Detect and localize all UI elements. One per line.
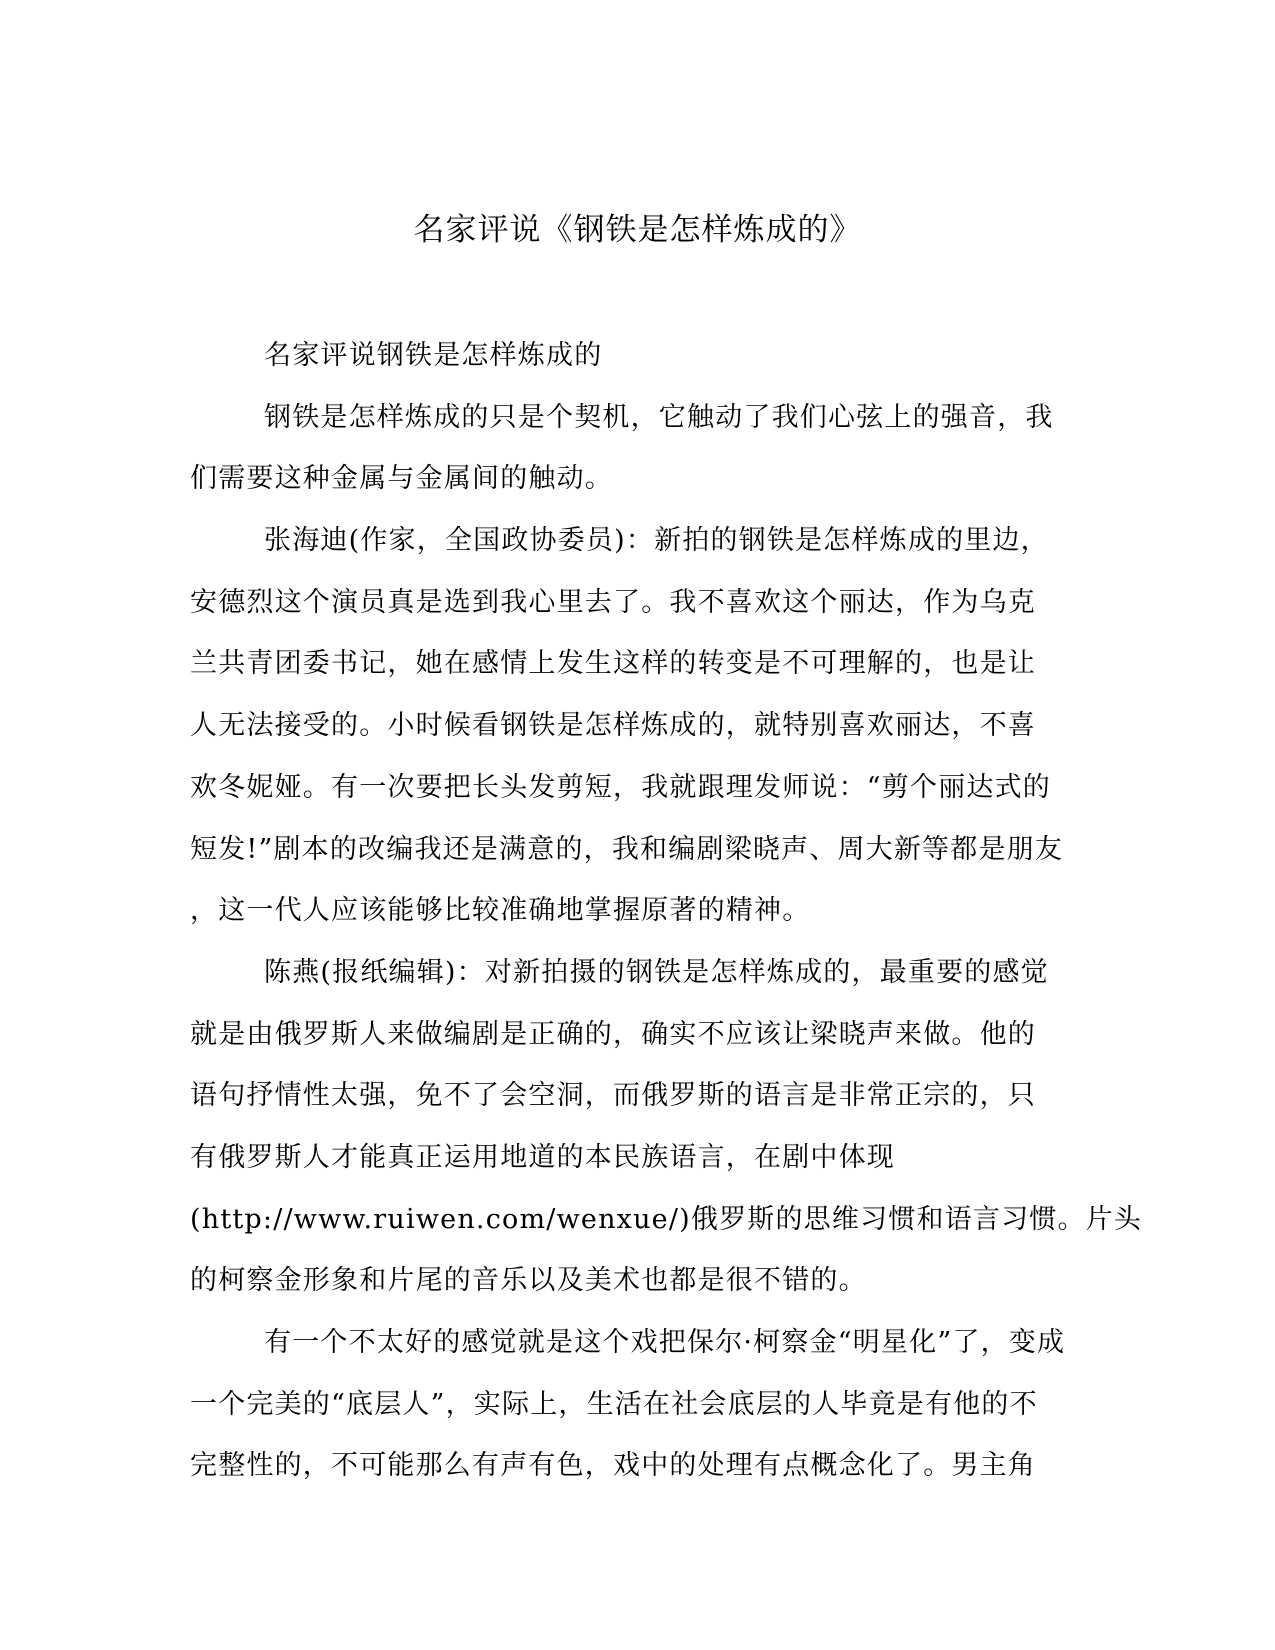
paragraph-first-line: 名家评说钢铁是怎样炼成的 — [264, 340, 603, 371]
paragraph-first-line: 钢铁是怎样炼成的只是个契机，它触动了我们心弦上的强音，我 — [264, 401, 1054, 433]
paragraph-line: (http://www.ruiwen.com/wenxue/)俄罗斯的思维习惯和语言习惯。片头 — [190, 1203, 1143, 1235]
paragraph-line: 人无法接受的。小时候看钢铁是怎样炼成的，就特别喜欢丽达，不喜 — [190, 710, 1036, 742]
paragraph-line: 完整性的，不可能那么有声有色，戏中的处理有点概念化了。男主角 — [190, 1450, 1036, 1482]
paragraph-line: 的柯察金形象和片尾的音乐以及美术也都是很不错的。 — [190, 1265, 867, 1297]
paragraph-line: 们需要这种金属与金属间的触动。 — [190, 463, 613, 495]
paragraph-line: 就是由俄罗斯人来做编剧是正确的，确实不应该让梁晓声来做。他的 — [190, 1018, 1036, 1050]
paragraph-line: ，这一代人应该能够比较准确地掌握原著的精神。 — [190, 895, 811, 927]
paragraph-line: 语句抒情性太强，免不了会空洞，而俄罗斯的语言是非常正宗的，只 — [190, 1080, 1036, 1112]
paragraph-line: 短发!”剧本的改编我还是满意的，我和编剧梁晓声、周大新等都是朋友 — [190, 833, 1064, 865]
paragraph-line: 兰共青团委书记，她在感情上发生这样的转变是不可理解的，也是让 — [190, 648, 1036, 680]
paragraph-line: 一个完美的“底层人”，实际上，生活在社会底层的人毕竟是有他的不 — [190, 1388, 1038, 1420]
paragraph-line: 欢冬妮娅。有一次要把长头发剪短，我就跟理发师说：“剪个丽达式的 — [190, 771, 1052, 803]
paragraph-first-line: 有一个不太好的感觉就是这个戏把保尔·柯察金“明星化”了，变成 — [264, 1327, 1066, 1358]
document-body — [190, 325, 1143, 1497]
paragraph-line: 安德烈这个演员真是选到我心里去了。我不喜欢这个丽达，作为乌克 — [190, 586, 1036, 618]
paragraph-first-line: 张海迪(作家，全国政协委员)：新拍的钢铁是怎样炼成的里边， — [264, 525, 1049, 557]
paragraph-line: 有俄罗斯人才能真正运用地道的本民族语言，在剧中体现 — [190, 1141, 895, 1173]
paragraph-first-line: 陈燕(报纸编辑)：对新拍摄的钢铁是怎样炼成的，最重要的感觉 — [264, 956, 1049, 988]
document-title: 名家评说《钢铁是怎样炼成的》 — [413, 212, 862, 248]
